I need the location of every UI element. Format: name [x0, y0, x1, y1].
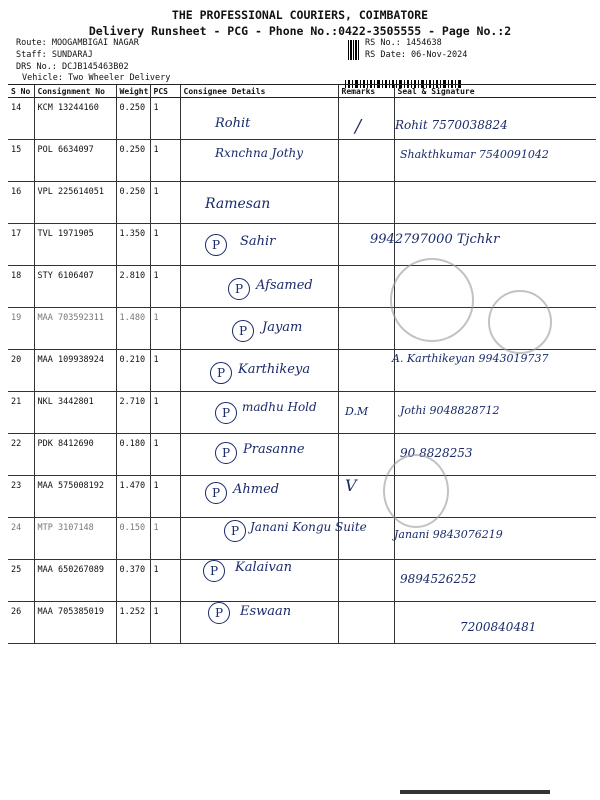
handwritten-consignee: Rohit	[215, 116, 251, 131]
pcs-cell: 1	[150, 308, 180, 350]
barcode-icon	[348, 40, 360, 60]
handwritten-signature: 7200840481	[460, 620, 537, 634]
handwritten-consignee: Karthikeya	[238, 362, 311, 377]
weight-cell: 1.480	[116, 308, 150, 350]
pcs-cell: 1	[150, 392, 180, 434]
p-circle-icon: P	[228, 278, 250, 300]
column-header: Remarks	[338, 85, 394, 98]
handwritten-signature: Rohit 7570038824	[395, 118, 508, 132]
handwritten-remark: V	[345, 476, 357, 495]
handwritten-signature: A. Karthikeyan 9943019737	[392, 352, 549, 365]
sno-cell: 14	[8, 98, 34, 140]
runsheet-subtitle: Delivery Runsheet - PCG - Phone No.:0422-3505555 - Page No.:2	[88, 24, 512, 38]
weight-cell: 0.210	[116, 350, 150, 392]
handwritten-consignee: Sahir	[240, 234, 276, 249]
consignment-cell: MAA 109938924	[34, 350, 116, 392]
p-circle-icon: P	[208, 602, 230, 624]
sno-cell: 24	[8, 518, 34, 560]
consignment-cell: NKL 3442801	[34, 392, 116, 434]
handwritten-consignee: Prasanne	[243, 442, 305, 457]
remarks-cell	[338, 98, 394, 140]
weight-cell: 2.810	[116, 266, 150, 308]
weight-cell: 1.350	[116, 224, 150, 266]
consignment-cell: MTP 3107148	[34, 518, 116, 560]
sno-cell: 26	[8, 602, 34, 644]
sno-cell: 20	[8, 350, 34, 392]
staff-label: Staff: SUNDARAJ	[16, 50, 93, 60]
route-label: Route: MOOGAMBIGAI NAGAR	[16, 38, 139, 48]
remarks-cell	[338, 434, 394, 476]
handwritten-signature: 90 8828253	[400, 446, 473, 460]
consignee-cell	[180, 98, 338, 140]
p-circle-icon: P	[205, 482, 227, 504]
handwritten-consignee: madhu Hold	[242, 400, 317, 414]
weight-cell: 0.250	[116, 140, 150, 182]
consignment-cell: TVL 1971905	[34, 224, 116, 266]
consignment-cell: MAA 650267089	[34, 560, 116, 602]
p-circle-icon: P	[224, 520, 246, 542]
weight-cell: 0.150	[116, 518, 150, 560]
handwritten-signature: Jothi 9048828712	[400, 404, 500, 417]
table-header-row	[8, 85, 596, 98]
weight-cell: 1.470	[116, 476, 150, 518]
sno-cell: 23	[8, 476, 34, 518]
drs-label: DRS No.: DCJB145463B02	[16, 62, 129, 72]
handwritten-signature: 9894526252	[400, 572, 477, 586]
consignment-cell: POL 6634097	[34, 140, 116, 182]
handwritten-consignee: Ahmed	[233, 482, 280, 497]
column-header: Consignment No	[34, 85, 116, 98]
consignment-cell: MAA 575008192	[34, 476, 116, 518]
remarks-cell	[338, 350, 394, 392]
handwritten-signature: Shakthkumar 7540091042	[400, 148, 549, 161]
p-circle-icon: P	[215, 402, 237, 424]
column-header: Weight	[116, 85, 150, 98]
pcs-cell: 1	[150, 140, 180, 182]
column-header: PCS	[150, 85, 180, 98]
vehicle-label: Vehicle: Two Wheeler Delivery	[22, 73, 171, 83]
consignment-cell: KCM 13244160	[34, 98, 116, 140]
pcs-cell: 1	[150, 434, 180, 476]
p-circle-icon: P	[232, 320, 254, 342]
pcs-cell: 1	[150, 182, 180, 224]
handwritten-consignee: Eswaan	[240, 604, 292, 619]
sno-cell: 19	[8, 308, 34, 350]
handwritten-consignee: Kalaivan	[235, 560, 292, 575]
consignment-cell: MAA 705385019	[34, 602, 116, 644]
p-circle-icon: P	[210, 362, 232, 384]
table-row	[8, 182, 596, 224]
remarks-cell	[338, 560, 394, 602]
consignment-cell: MAA 703592311	[34, 308, 116, 350]
pcs-cell: 1	[150, 476, 180, 518]
handwritten-consignee: Janani Kongu Suite	[250, 520, 367, 534]
pcs-cell: 1	[150, 518, 180, 560]
weight-cell: 0.180	[116, 434, 150, 476]
company-stamp	[488, 290, 552, 354]
handwritten-consignee: Rxnchna Jothy	[215, 146, 304, 160]
pcs-cell: 1	[150, 98, 180, 140]
seal-cell	[394, 182, 596, 224]
remarks-cell	[338, 266, 394, 308]
company-stamp	[390, 258, 474, 342]
handwritten-consignee: Ramesan	[205, 196, 271, 212]
p-circle-icon: P	[203, 560, 225, 582]
handwritten-signature: 9942797000 Tjchkr	[370, 232, 500, 247]
sno-cell: 18	[8, 266, 34, 308]
weight-cell: 1.252	[116, 602, 150, 644]
table-row	[8, 476, 596, 518]
pcs-cell: 1	[150, 224, 180, 266]
handwritten-signature: Janani 9843076219	[394, 528, 503, 541]
sno-cell: 25	[8, 560, 34, 602]
handwritten-consignee: Afsamed	[256, 278, 313, 293]
column-header: Consignee Details	[180, 85, 338, 98]
consignment-cell: PDK 8412690	[34, 434, 116, 476]
handwritten-remark: D.M	[345, 405, 369, 418]
weight-cell: 0.250	[116, 98, 150, 140]
weight-cell: 2.710	[116, 392, 150, 434]
consignment-cell: STY 6106407	[34, 266, 116, 308]
sno-cell: 22	[8, 434, 34, 476]
sno-cell: 21	[8, 392, 34, 434]
company-title: THE PROFESSIONAL COURIERS, COIMBATORE	[171, 8, 429, 22]
p-circle-icon: P	[215, 442, 237, 464]
remarks-cell	[338, 182, 394, 224]
column-header: Seal & Signature	[394, 85, 596, 98]
scan-edge-mark	[400, 790, 550, 794]
p-circle-icon: P	[205, 234, 227, 256]
rs-number: RS No.: 1454638	[365, 38, 442, 48]
remarks-cell	[338, 140, 394, 182]
consignee-cell	[180, 308, 338, 350]
table-row	[8, 224, 596, 266]
pcs-cell: 1	[150, 602, 180, 644]
column-header: S No	[8, 85, 34, 98]
pcs-cell: 1	[150, 266, 180, 308]
rs-date: RS Date: 06-Nov-2024	[365, 50, 468, 60]
company-stamp	[383, 454, 449, 528]
sno-cell: 16	[8, 182, 34, 224]
weight-cell: 0.370	[116, 560, 150, 602]
weight-cell: 0.250	[116, 182, 150, 224]
pcs-cell: 1	[150, 560, 180, 602]
handwritten-remark: /	[355, 116, 362, 137]
consignment-cell: VPL 225614051	[34, 182, 116, 224]
pcs-cell: 1	[150, 350, 180, 392]
handwritten-consignee: Jayam	[262, 320, 303, 335]
sno-cell: 17	[8, 224, 34, 266]
table-row	[8, 560, 596, 602]
remarks-cell	[338, 602, 394, 644]
sno-cell: 15	[8, 140, 34, 182]
remarks-cell	[338, 308, 394, 350]
